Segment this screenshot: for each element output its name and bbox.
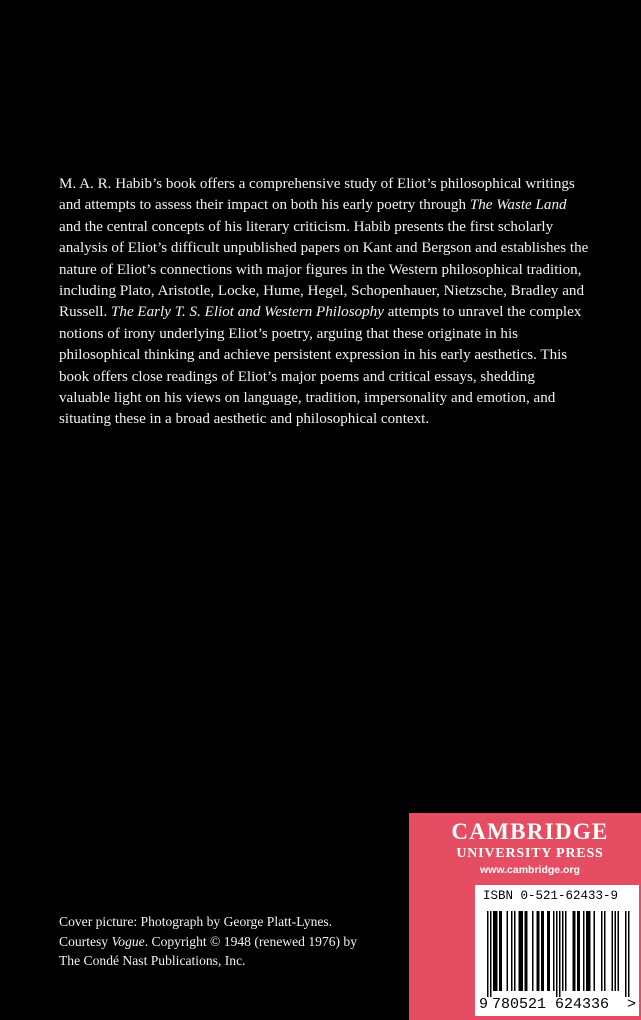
publisher-subtitle: UNIVERSITY PRESS (456, 846, 604, 861)
barcode-bar (579, 911, 581, 991)
barcode-bar (507, 911, 509, 991)
barcode-left-digits: 780521 (491, 996, 547, 1013)
barcode-bar (526, 911, 528, 991)
barcode-bar (594, 911, 596, 991)
barcode-bar (519, 911, 521, 991)
barcode-bar (487, 911, 489, 997)
publisher-panel (409, 813, 641, 1020)
credits-line-2-suffix: . Copyright © 1948 (renewed 1976) by (144, 933, 358, 949)
publisher-url: www.cambridge.org (480, 864, 580, 876)
barcode-bar (574, 911, 576, 991)
barcode-bar (601, 911, 603, 991)
barcode-bar (562, 911, 564, 991)
credits-line-2-prefix: Courtesy (59, 933, 112, 949)
barcode-bar (559, 911, 561, 997)
credits-line-1: Cover picture: Photograph by George Platt-Lynes. (59, 914, 333, 929)
barcode-first-digit: 9 (479, 996, 489, 1013)
blurb-text-part-1: M. A. R. Habib’s book offers a comprehensive study of Eliot’s philosophical writings and attempts to assess their impact on both his early poetry through (59, 176, 575, 214)
barcode-bar (573, 911, 575, 991)
barcode-bar (499, 911, 501, 991)
barcode-bar (628, 911, 630, 997)
barcode-bar (522, 911, 524, 991)
publisher-name: CAMBRIDGE (451, 819, 609, 844)
blurb-title-book: The Early T. S. Eliot and Western Philosophy (111, 304, 384, 321)
barcode-bar (511, 911, 513, 991)
barcode-bar (496, 911, 498, 991)
barcode-bar (604, 911, 606, 991)
barcode-bar (556, 911, 558, 997)
barcode-bar (615, 911, 617, 991)
credits-vogue: Vogue (111, 933, 145, 949)
barcode-bar (553, 911, 555, 991)
barcode-bar (520, 911, 522, 991)
barcode-bar (577, 911, 579, 991)
barcode-bar (501, 911, 503, 991)
barcode-bar (538, 911, 540, 991)
barcode-quiet-mark: > (627, 996, 637, 1013)
barcode-bar (514, 911, 516, 991)
blurb-title-waste-land: The Waste Land (469, 197, 567, 214)
barcode-bar (493, 911, 495, 991)
barcode-bar (589, 911, 591, 991)
barcode-bar (625, 911, 627, 997)
barcode-bar (565, 911, 567, 991)
barcode-bar (549, 911, 551, 991)
barcode-bar (490, 911, 492, 997)
barcode-bar (588, 911, 590, 991)
barcode-bar (618, 911, 620, 991)
barcode-bar (586, 911, 588, 991)
isbn-barcode (475, 885, 639, 1016)
blurb-text-part-2: and the central concepts of his literary criticism. Habib presents the first scholarly analysis of Eliot’s difficult unpublished papers on Kant and Bergson and establishes the nature of Eliot’s connections with major figures in the Western philosophical tradition, including Plato, Aristotle, Locke, Hume, Hegel, Schopenhauer, Nietzsche, Bradley and Russell. (59, 218, 589, 321)
barcode-bar (541, 911, 543, 991)
barcode-bar (525, 911, 527, 991)
barcode-bar (532, 911, 534, 991)
blurb-text-part-3: attempts to unravel the complex notions of irony underlying Eliot’s poetry, arguing that these originate in his philosophical thinking and achieve persistent expression in his early aesthetics. This book offers close readings of Eliot’s major poems and critical essays, shedding valuable light on his views on language, tradition, impersonality and emotion, and situating these in a broad aesthetic and philosophical context. (59, 304, 582, 428)
barcode-bar (537, 911, 539, 991)
isbn-label: ISBN 0-521-62433-9 (483, 889, 619, 903)
barcode-bar (583, 911, 585, 991)
cover-credits (59, 912, 419, 971)
barcode-bars (487, 911, 630, 997)
barcode-bar (612, 911, 614, 991)
barcode-graphic (475, 907, 639, 1016)
back-cover-blurb (59, 174, 589, 431)
barcode-bar (495, 911, 497, 991)
barcode-bar (543, 911, 545, 991)
barcode-right-digits: 624336 (554, 996, 610, 1013)
credits-line-3: The Condé Nast Publications, Inc. (59, 953, 246, 969)
barcode-bar (547, 911, 549, 991)
